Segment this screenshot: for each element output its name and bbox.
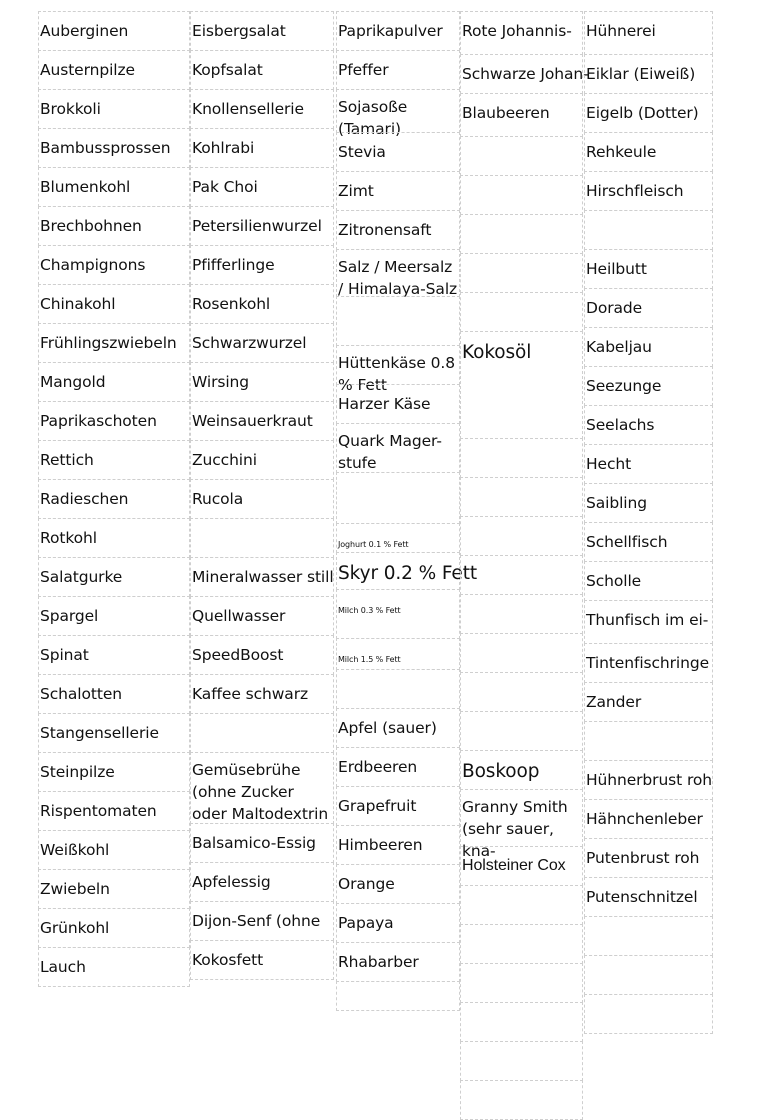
list-item-label: Stevia: [338, 143, 386, 161]
list-item: [38, 869, 190, 909]
list-item-label: Hühnerei: [586, 22, 656, 40]
list-item-label: Spinat: [40, 646, 89, 664]
list-item-label: Skyr 0.2 % Fett: [338, 563, 478, 584]
list-item-label: Thunfisch im ei-: [586, 611, 709, 629]
list-item-label: Orange: [338, 875, 395, 893]
list-item: [584, 171, 713, 211]
list-item: [460, 438, 583, 478]
list-item: [584, 994, 713, 1034]
list-item-label: Papaya: [338, 914, 394, 932]
list-item: [38, 128, 190, 168]
list-item-label: Heilbutt: [586, 260, 647, 278]
list-item-label: Kokosöl: [462, 342, 532, 363]
list-item: [460, 594, 583, 634]
list-item-label: Granny Smith (sehr sauer, kna-: [462, 798, 568, 860]
list-item: [584, 54, 713, 94]
list-item: [584, 444, 713, 484]
list-item: [460, 93, 583, 137]
list-item-label: Joghurt 0.1 % Fett: [338, 540, 409, 549]
list-item-label: Rosenkohl: [192, 295, 271, 313]
list-item-label: Seelachs: [586, 416, 655, 434]
list-item: [584, 682, 713, 722]
list-item: [460, 750, 583, 790]
list-item-label: Weißkohl: [40, 841, 110, 859]
list-item: [336, 132, 460, 172]
column-vegetables-drinks-condiments: [190, 12, 334, 980]
list-item-label: Mangold: [40, 373, 106, 391]
list-item-label: Mineralwasser still: [192, 568, 334, 586]
list-item-label: Chinakohl: [40, 295, 116, 313]
list-item-label: Zimt: [338, 182, 374, 200]
list-item-label: Dorade: [586, 299, 643, 317]
list-item: [190, 752, 334, 824]
list-item: [584, 11, 713, 55]
list-item-label: Knollensellerie: [192, 100, 304, 118]
list-item-label: Hecht: [586, 455, 632, 473]
list-item-label: Zucchini: [192, 451, 257, 469]
list-item: [584, 838, 713, 878]
list-item: [38, 635, 190, 675]
list-item-label: Kabeljau: [586, 338, 652, 356]
list-item-label: Paprikaschoten: [40, 412, 157, 430]
list-item: [584, 916, 713, 956]
list-item-label: SpeedBoost: [192, 646, 284, 664]
list-item: [460, 175, 583, 215]
list-item-label: Himbeeren: [338, 836, 423, 854]
list-item: [336, 638, 460, 670]
list-item: [190, 362, 334, 402]
list-item: [584, 249, 713, 289]
list-item-label: Dijon-Senf (ohne: [192, 912, 321, 930]
list-item: [584, 288, 713, 328]
list-item-label: Wirsing: [192, 373, 250, 391]
list-item-label: Saibling: [586, 494, 647, 512]
list-item: [460, 253, 583, 293]
list-item: [336, 786, 460, 826]
list-item: [38, 284, 190, 324]
list-item-label: Pak Choi: [192, 178, 258, 196]
list-item-label: Auberginen: [40, 22, 129, 40]
list-item-label: Apfelessig: [192, 873, 271, 891]
list-item: [584, 522, 713, 562]
list-item: [584, 955, 713, 995]
list-item-label: Hähnchenleber: [586, 810, 703, 828]
list-item: [190, 635, 334, 675]
list-item: [336, 708, 460, 748]
list-item: [584, 760, 713, 800]
list-item-label: Rhabarber: [338, 953, 419, 971]
list-item: [38, 674, 190, 714]
list-item: [190, 167, 334, 207]
list-item: [190, 89, 334, 129]
list-item: [460, 1080, 583, 1120]
list-item: [460, 924, 583, 964]
list-item-label: Gemüsebrühe (ohne Zucker oder Maltodextrin: [192, 761, 329, 823]
list-item-label: Lauch: [40, 958, 86, 976]
list-item-label: Putenschnitzel: [586, 888, 698, 906]
list-item-label: Rehkeule: [586, 143, 657, 161]
list-item-label: Grünkohl: [40, 919, 110, 937]
list-item: [460, 136, 583, 176]
list-item: [460, 214, 583, 254]
list-item: [190, 479, 334, 519]
list-item: [38, 479, 190, 519]
list-item-label: Tintenfischringe: [586, 654, 710, 672]
list-item-label: Austernpilze: [40, 61, 135, 79]
list-item-label: Sojasoße (Tamari): [338, 98, 408, 138]
list-item: [38, 362, 190, 402]
list-item: [336, 669, 460, 709]
list-item: [336, 89, 460, 138]
list-item-label: Weinsauerkraut: [192, 412, 313, 430]
list-item: [190, 674, 334, 714]
list-item: [38, 518, 190, 558]
list-item: [460, 633, 583, 673]
list-item: [584, 93, 713, 133]
list-item-label: Kokosfett: [192, 951, 264, 969]
list-item: [190, 557, 334, 597]
list-item: [190, 401, 334, 441]
list-item: [336, 552, 478, 590]
list-item: [38, 50, 190, 90]
list-item-label: Erdbeeren: [338, 758, 418, 776]
list-item-label: Paprikapulver: [338, 22, 443, 40]
list-item: [336, 942, 460, 982]
list-item-label: Hirschfleisch: [586, 182, 684, 200]
list-item: [584, 600, 713, 644]
list-item-label: Scholle: [586, 572, 642, 590]
list-item: [460, 963, 583, 1003]
list-item: [336, 423, 460, 473]
list-item: [336, 11, 460, 51]
list-item-label: Schwarze Johan-: [462, 65, 589, 83]
list-item-label: Salz / Meersalz / Himalaya-Salz: [338, 258, 458, 298]
list-item: [190, 901, 334, 941]
list-item: [190, 440, 334, 480]
list-item: [336, 903, 460, 943]
list-item-label: Frühlingszwiebeln: [40, 334, 177, 352]
list-item: [38, 401, 190, 441]
list-item: [336, 825, 460, 865]
list-item: [190, 11, 334, 51]
list-item-label: Quellwasser: [192, 607, 286, 625]
list-item-label: Kohlrabi: [192, 139, 255, 157]
list-item-label: Hüttenkäse 0.8 % Fett: [338, 354, 455, 394]
list-item: [460, 789, 583, 860]
list-item-label: Hühnerbrust roh: [586, 771, 712, 789]
list-item: [38, 206, 190, 246]
list-item: [584, 643, 713, 683]
list-item: [460, 11, 583, 55]
list-item: [38, 323, 190, 363]
list-item-label: Radieschen: [40, 490, 129, 508]
list-item-label: Kaffee schwarz: [192, 685, 309, 703]
list-item-label: Rispentomaten: [40, 802, 157, 820]
list-item-label: Steinpilze: [40, 763, 115, 781]
list-item: [38, 752, 190, 792]
list-item: [190, 323, 334, 363]
list-item-label: Brechbohnen: [40, 217, 142, 235]
list-item: [38, 596, 190, 636]
list-item: [38, 713, 190, 753]
list-item: [336, 981, 460, 1011]
list-item: [460, 885, 583, 925]
list-item: [336, 864, 460, 904]
list-item: [38, 947, 190, 987]
list-item-label: Harzer Käse: [338, 395, 431, 413]
list-item: [584, 483, 713, 523]
list-item-label: Zander: [586, 693, 642, 711]
list-item-label: Boskoop: [462, 761, 540, 782]
list-item: [190, 940, 334, 980]
list-item: [584, 561, 713, 601]
list-item-label: Stangensellerie: [40, 724, 159, 742]
list-item-label: Zwiebeln: [40, 880, 110, 898]
list-item-label: Brokkoli: [40, 100, 101, 118]
list-item: [460, 1002, 583, 1042]
list-item-label: Blaubeeren: [462, 104, 550, 122]
list-item-label: Holsteiner Cox: [462, 857, 566, 874]
list-item: [460, 516, 583, 556]
list-item-label: Apfel (sauer): [338, 719, 437, 737]
list-item: [336, 210, 460, 250]
list-item: [584, 721, 713, 761]
list-item-label: Milch 0.3 % Fett: [338, 606, 401, 615]
list-item: [38, 791, 190, 831]
column-spices-dairy-fruits: [336, 12, 478, 1011]
list-item: [336, 589, 460, 639]
list-item: [190, 518, 334, 558]
list-item: [190, 206, 334, 246]
list-item: [460, 555, 583, 595]
list-item-label: Petersilienwurzel: [192, 217, 322, 235]
list-item: [190, 823, 334, 863]
list-item-label: Schalotten: [40, 685, 122, 703]
list-item: [336, 249, 460, 297]
list-item: [584, 366, 713, 406]
list-item: [38, 830, 190, 870]
list-item: [460, 711, 583, 751]
list-item-label: Grapefruit: [338, 797, 417, 815]
list-item: [336, 523, 460, 553]
column-berries-oil-apples: [460, 12, 589, 1120]
list-item: [38, 440, 190, 480]
list-item: [584, 210, 713, 250]
list-item-label: Zitronensaft: [338, 221, 432, 239]
list-item-label: Salatgurke: [40, 568, 123, 586]
list-item-label: Rettich: [40, 451, 94, 469]
list-item: [460, 331, 583, 439]
list-item: [460, 54, 589, 94]
list-item: [336, 171, 460, 211]
column-vegetables: [38, 12, 190, 987]
list-item: [336, 296, 460, 346]
list-item: [38, 167, 190, 207]
list-item: [336, 50, 460, 90]
list-item-label: Rucola: [192, 490, 244, 508]
list-item: [38, 557, 190, 597]
list-item-label: Champignons: [40, 256, 146, 274]
list-item: [460, 846, 583, 886]
list-item: [336, 384, 460, 424]
list-item-label: Rotkohl: [40, 529, 97, 547]
list-item: [336, 747, 460, 787]
list-item-label: Rote Johannis-: [462, 22, 572, 40]
list-item-label: Eisbergsalat: [192, 22, 286, 40]
list-item-label: Pfifferlinge: [192, 256, 275, 274]
list-item: [190, 128, 334, 168]
list-item: [460, 292, 583, 332]
list-item: [190, 596, 334, 636]
list-item: [38, 89, 190, 129]
list-item: [460, 477, 583, 517]
list-item: [190, 50, 334, 90]
list-item: [584, 799, 713, 839]
list-item-label: Eigelb (Dotter): [586, 104, 699, 122]
list-item-label: Schellfisch: [586, 533, 668, 551]
list-item: [336, 345, 460, 394]
list-item-label: Putenbrust roh: [586, 849, 700, 867]
column-eggs-meat-fish-poultry: [584, 12, 713, 1034]
list-item-label: Schwarzwurzel: [192, 334, 307, 352]
list-item-label: Milch 1.5 % Fett: [338, 655, 401, 664]
list-item-label: Kopfsalat: [192, 61, 263, 79]
list-item: [460, 672, 583, 712]
list-item: [38, 245, 190, 285]
list-item: [336, 472, 460, 524]
list-item: [460, 1041, 583, 1081]
list-item-label: Blumenkohl: [40, 178, 131, 196]
list-item: [38, 11, 190, 51]
list-item-label: Eiklar (Eiweiß): [586, 65, 696, 83]
list-item: [190, 284, 334, 324]
list-item: [190, 245, 334, 285]
list-item-label: Quark Mager-stufe: [338, 432, 442, 472]
list-item: [38, 908, 190, 948]
list-item: [584, 327, 713, 367]
list-item: [584, 405, 713, 445]
list-item-label: Bambussprossen: [40, 139, 171, 157]
list-item-label: Balsamico-Essig: [192, 834, 316, 852]
list-item: [190, 713, 334, 753]
list-item-label: Spargel: [40, 607, 99, 625]
list-item: [584, 132, 713, 172]
list-item: [584, 877, 713, 917]
list-item-label: Seezunge: [586, 377, 662, 395]
list-item-label: Pfeffer: [338, 61, 389, 79]
list-item: [190, 862, 334, 902]
